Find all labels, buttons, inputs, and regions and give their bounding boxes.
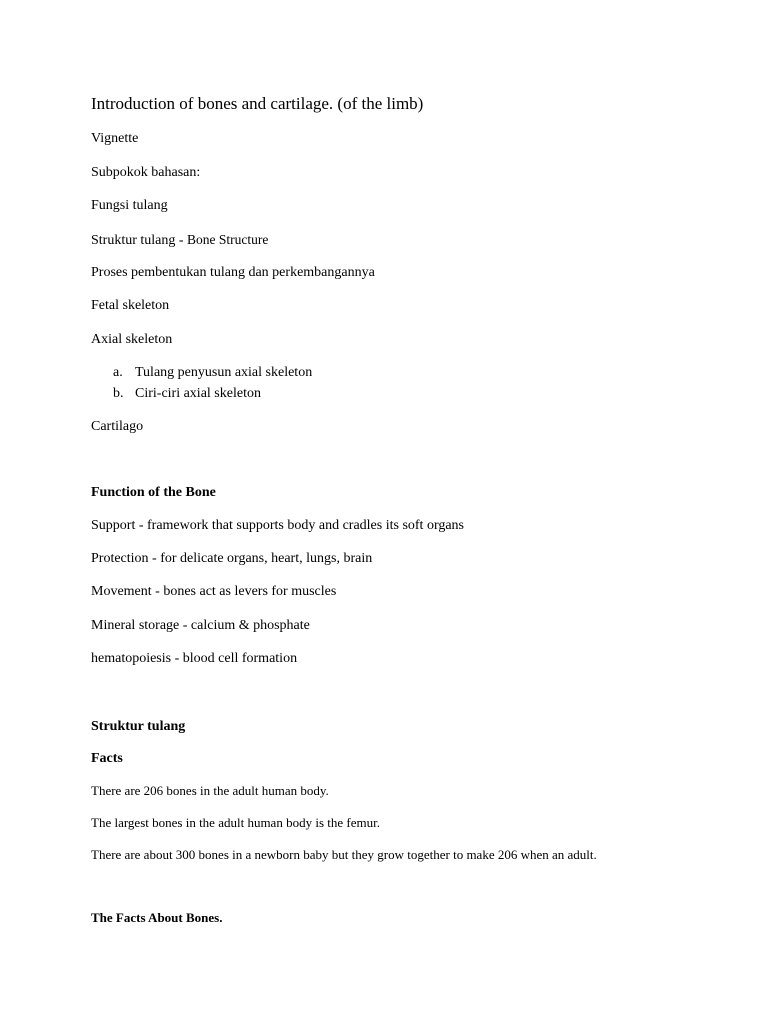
function-item: Movement - bones act as levers for muscles (91, 584, 337, 599)
struktur-tulang-text: Struktur tulang - (91, 233, 188, 248)
function-item: Protection - for delicate organs, heart, lungs, brain (91, 551, 373, 566)
list-marker: b. (113, 386, 124, 401)
fungsi-tulang-item: Fungsi tulang (91, 198, 168, 213)
list-marker: a. (113, 365, 123, 380)
document-title: Introduction of bones and cartilage. (of the limb) (91, 94, 424, 113)
list-item-text: Tulang penyusun axial skeleton (135, 365, 313, 380)
struktur-tulang-item (91, 231, 268, 250)
fact-item: There are 206 bones in the adult human body. (91, 783, 329, 798)
fact-item: There are about 300 bones in a newborn baby but they grow together to make 206 when an adult. (91, 847, 597, 862)
bone-structure-text: Bone Structure (187, 232, 269, 247)
function-item: Mineral storage - calcium & phosphate (91, 618, 310, 633)
facts-about-heading: The Facts About Bones. (91, 910, 223, 925)
cartilago-item: Cartilago (91, 419, 144, 434)
axial-list-item (113, 364, 312, 382)
vignette-label: Vignette (91, 131, 139, 146)
fetal-skeleton-item: Fetal skeleton (91, 298, 170, 313)
struktur-heading: Struktur tulang (91, 719, 186, 734)
fact-item: The largest bones in the adult human body is the femur. (91, 815, 380, 830)
axial-skeleton-item: Axial skeleton (91, 332, 173, 347)
function-heading: Function of the Bone (91, 485, 216, 500)
axial-list-item (113, 385, 261, 403)
list-item-text: Ciri-ciri axial skeleton (135, 386, 261, 401)
function-item: Support - framework that supports body and cradles its soft organs (91, 518, 465, 533)
proses-item: Proses pembentukan tulang dan perkembangannya (91, 265, 375, 280)
function-item: hematopoiesis - blood cell formation (91, 651, 298, 666)
facts-heading: Facts (91, 751, 123, 766)
subpokok-label: Subpokok bahasan: (91, 165, 201, 180)
